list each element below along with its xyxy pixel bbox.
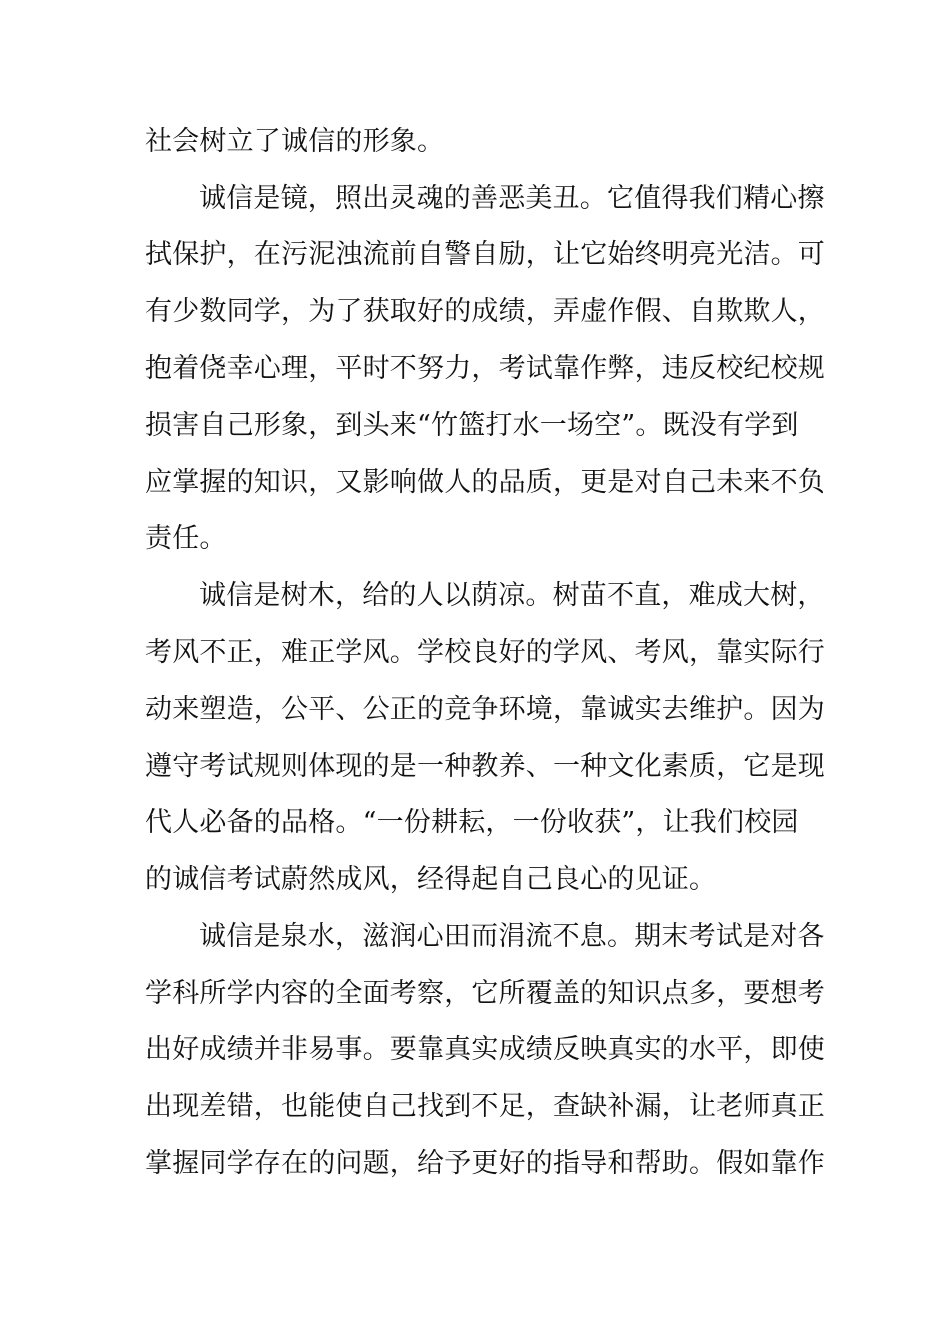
text-line: 的诚信考试蔚然成风，经得起自己良心的见证。 [145, 864, 717, 895]
text-line: 抱着侥幸心理，平时不努力，考试靠作弊，违反校纪校规 [145, 353, 825, 384]
text-line: 出好成绩并非易事。要靠真实成绩反映真实的水平，即使 [145, 1034, 825, 1065]
text-line: 出现差错，也能使自己找到不足，查缺补漏，让老师真正 [145, 1091, 825, 1122]
text-line: 代人必备的品格。“一份耕耘，一份收获”，让我们校园 [145, 807, 799, 838]
text-line: 有少数同学，为了获取好的成绩，弄虚作假、自欺欺人， [145, 296, 825, 327]
text-line: 责任。 [145, 523, 227, 554]
text-line: 诚信是镜，照出灵魂的善恶美丑。它值得我们精心擦 [199, 183, 825, 214]
text-line: 应掌握的知识，又影响做人的品质，更是对自己未来不负 [145, 467, 825, 498]
text-line: 诚信是树木，给的人以荫凉。树苗不直，难成大树， [199, 580, 825, 611]
text-line: 考风不正，难正学风。学校良好的学风、考风，靠实际行 [145, 637, 825, 668]
text-line: 学科所学内容的全面考察，它所覆盖的知识点多，要想考 [145, 978, 825, 1009]
text-line: 动来塑造，公平、公正的竞争环境，靠诚实去维护。因为 [145, 694, 825, 725]
text-line: 遵守考试规则体现的是一种教养、一种文化素质，它是现 [145, 751, 825, 782]
text-line: 拭保护，在污泥浊流前自警自励，让它始终明亮光洁。可 [145, 239, 825, 270]
text-line: 掌握同学存在的问题，给予更好的指导和帮助。假如靠作 [145, 1148, 825, 1179]
text-line: 社会树立了诚信的形象。 [145, 126, 445, 157]
text-line: 损害自己形象，到头来“竹篮打水一场空”。既没有学到 [145, 410, 799, 441]
text-line: 诚信是泉水，滋润心田而涓流不息。期末考试是对各 [199, 921, 825, 952]
